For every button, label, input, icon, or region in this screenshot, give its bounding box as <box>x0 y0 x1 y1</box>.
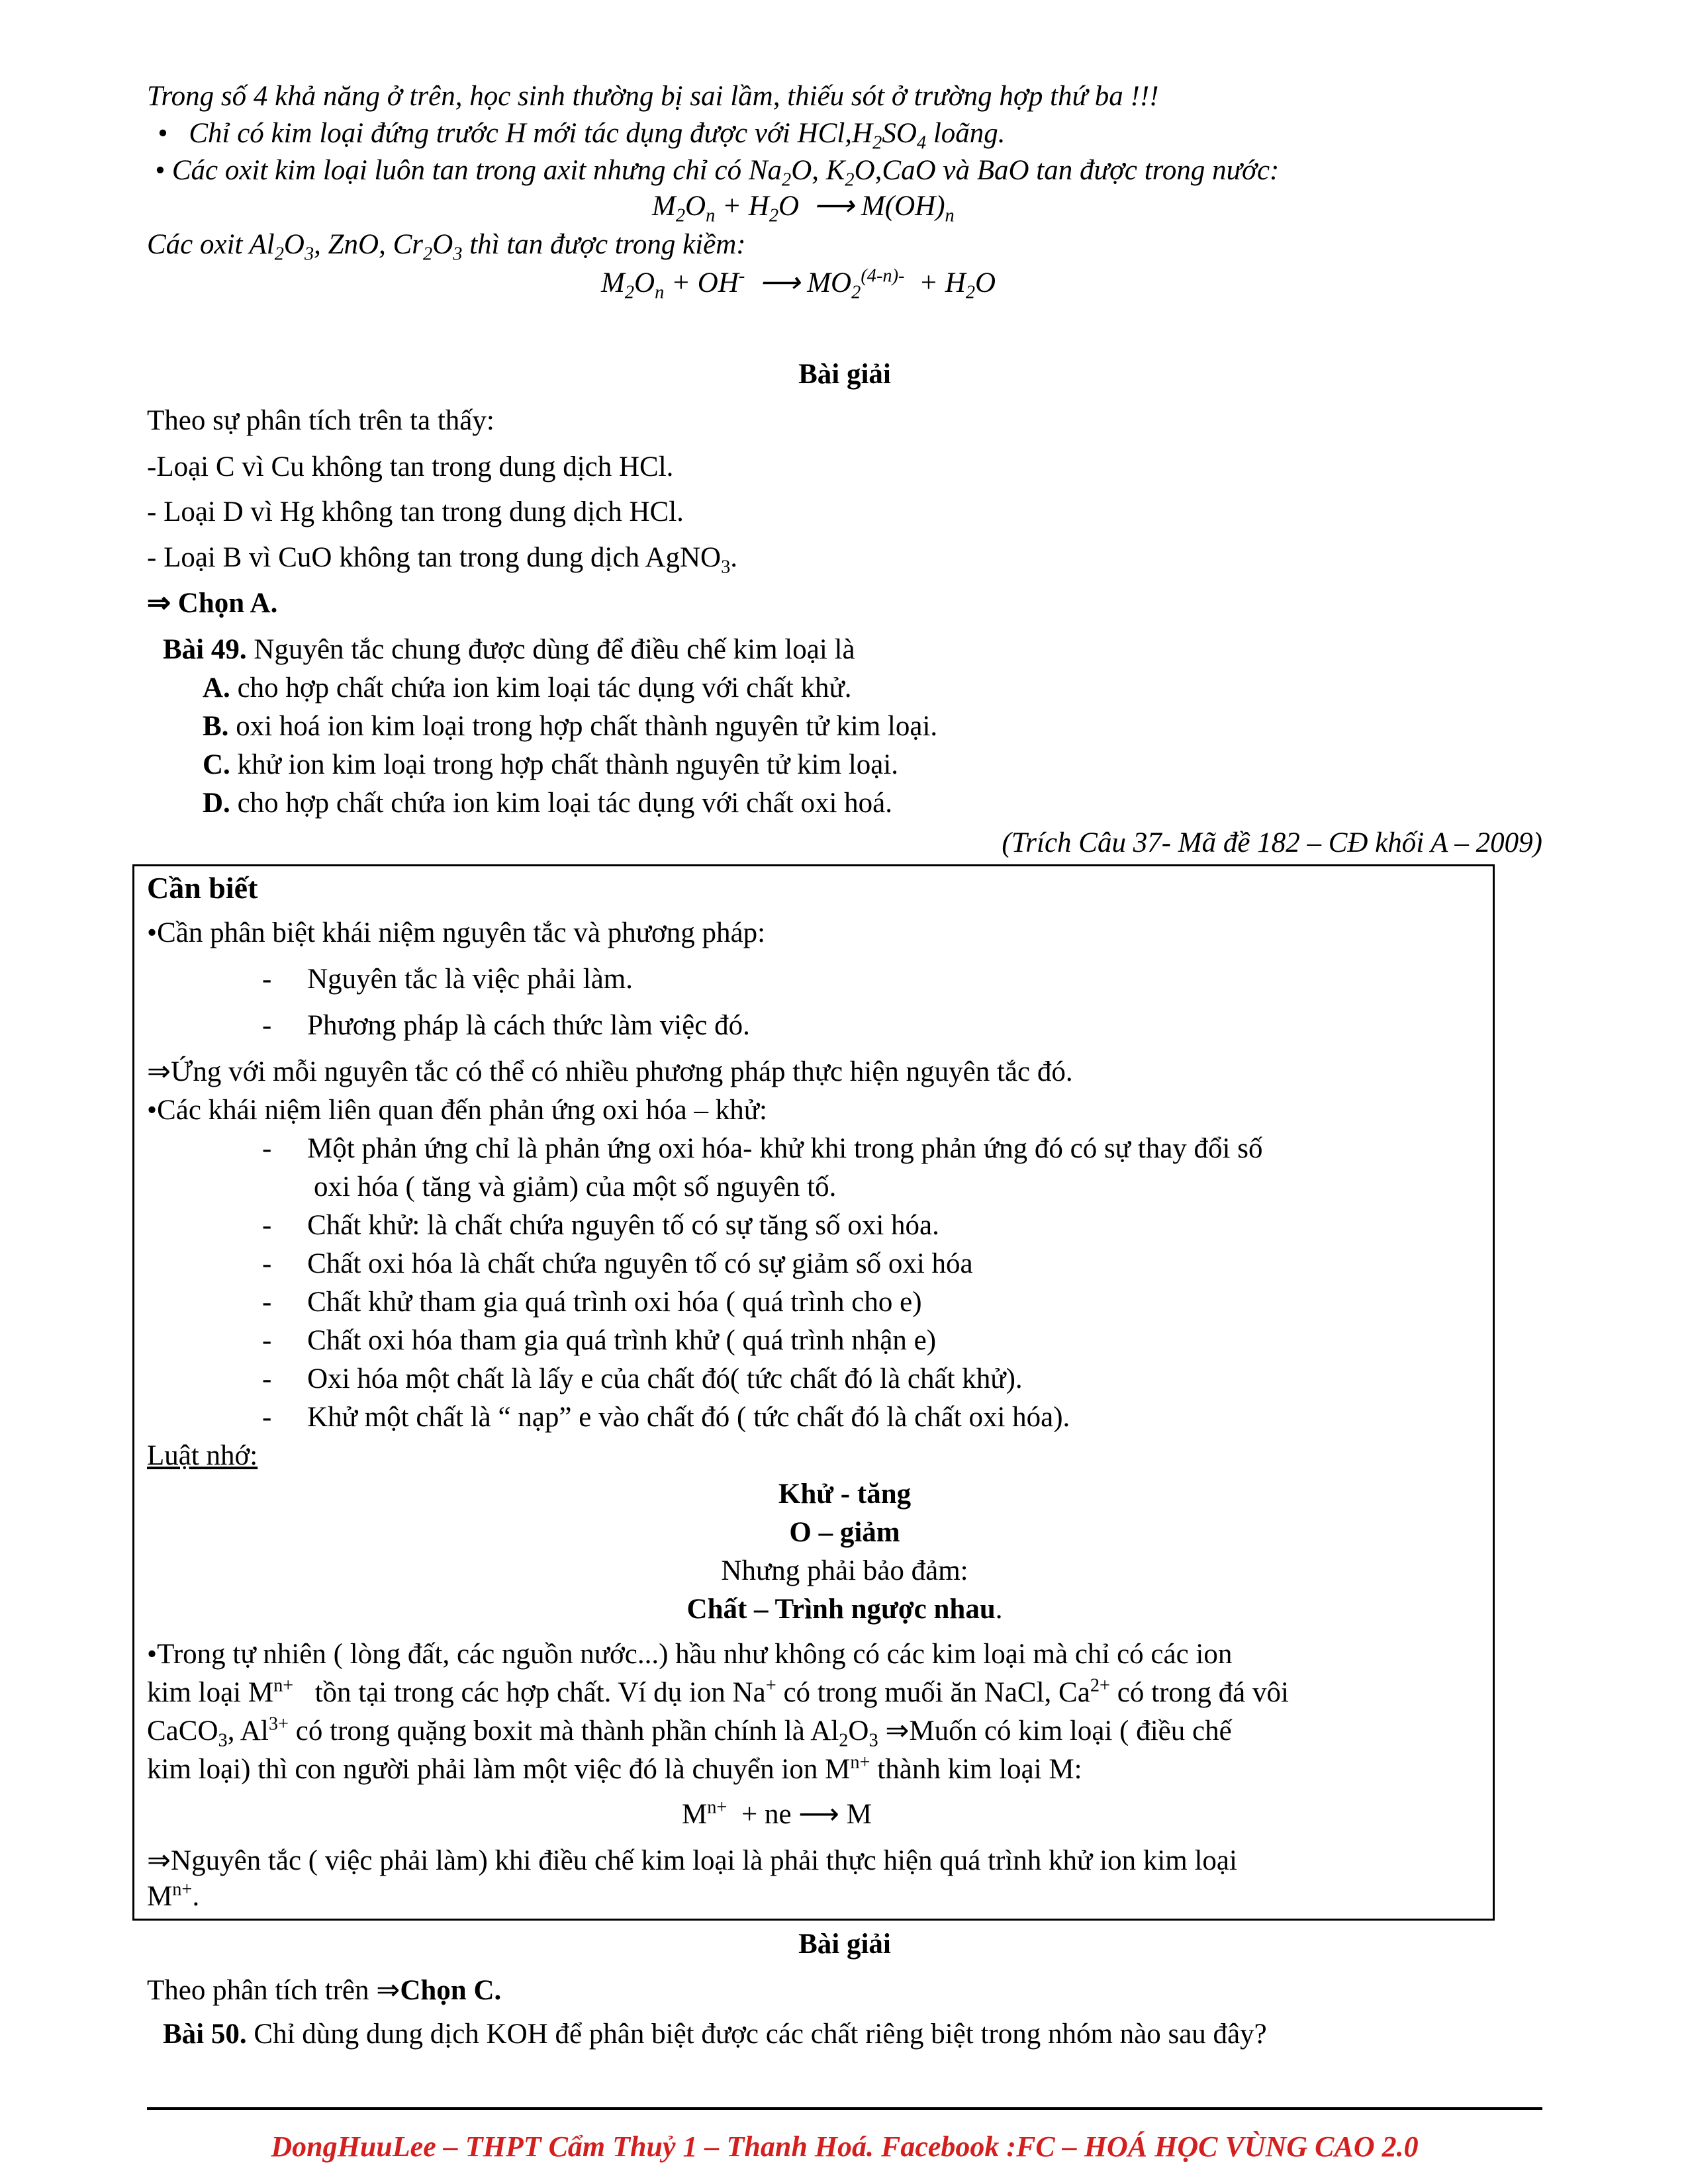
note-line: ⇒Ứng với mỗi nguyên tắc có thể có nhiều phương pháp thực hiện nguyên tắc đó. <box>147 1056 1073 1087</box>
option-a: A. cho hợp chất chứa ion kim loại tác dụng với chất khử. <box>203 672 852 704</box>
question-50: Bài 50. Chỉ dùng dung dịch KOH để phân biệt được các chất riêng biệt trong nhóm nào sau đây? <box>163 2019 1267 2050</box>
footer-rule <box>147 2107 1542 2110</box>
equation-oxide-water: $M_2O_n + H_2O$ ⟶ $M(OH)_n$ <box>652 191 955 226</box>
footer: DongHuuLee – THPT Cẩm Thuỷ 1 – Thanh Hoá. Facebook :FC – HOÁ HỌC VÙNG CAO 2.0 <box>271 2130 1419 2163</box>
mnemonic-label: Luật nhớ: <box>147 1440 258 1471</box>
solution-heading: Bài giải <box>798 359 891 390</box>
nature-paragraph: kim loại) thì con người phải làm một việc đó là chuyển ion $M^{n+}$ thành kim loại M: <box>147 1752 1082 1785</box>
mnemonic-line: Chất – Trình ngược nhau. <box>686 1594 1003 1625</box>
conclusion: ⇒Nguyên tắc ( việc phải làm) khi điều chế kim loại là phải thực hiện quá trình khử ion kim loại <box>147 1845 1237 1876</box>
question-source: (Trích Câu 37- Mã đề 182 – CĐ khối A – 2009) <box>1002 827 1542 858</box>
mnemonic-line: Nhưng phải bảo đảm: <box>721 1555 968 1586</box>
implies-icon: ⇒ <box>147 588 171 619</box>
note-dash-item: - Chất oxi hóa là chất chứa nguyên tố có sự giảm số oxi hóa <box>262 1248 973 1279</box>
solution-line: Theo sự phân tích trên ta thấy: <box>147 405 494 436</box>
note-box-title: Cần biết <box>147 871 258 905</box>
note-dash-item: - Chất khử tham gia quá trình oxi hóa ( quá trình cho e) <box>262 1287 922 1318</box>
amphoteric-oxides: Các oxit $Al_2O_3$, ZnO, $Cr_2O_3$ thì tan được trong kiềm: <box>147 229 746 265</box>
implies-icon: ⇒ <box>147 1056 171 1087</box>
bullet-acid-metals: • Chỉ có kim loại đứng trước H mới tác dụng được với $HCl,H_2SO_4$ loãng. <box>158 118 1006 154</box>
nature-paragraph: •Trong tự nhiên ( lòng đất, các nguồn nước...) hầu như không có các kim loại mà chỉ có các ion <box>147 1639 1233 1670</box>
nature-paragraph: CaCO$_3$, $Al^{3+}$ có trong quặng boxit mà thành phần chính là $Al_2O_3$ ⇒Muốn có kim loại ( điều chế <box>147 1713 1232 1751</box>
implies-icon: ⇒ <box>147 1845 171 1876</box>
note-dash-item: - Nguyên tắc là việc phải làm. <box>262 964 633 995</box>
note-dash-item: - Chất khử: là chất chứa nguyên tố có sự tăng số oxi hóa. <box>262 1210 939 1241</box>
question-49: Bài 49. Nguyên tắc chung được dùng để điều chế kim loại là <box>163 634 855 665</box>
mnemonic-line: O – giảm <box>789 1517 900 1548</box>
intro-note: Trong số 4 khả năng ở trên, học sinh thường bị sai lầm, thiếu sót ở trường hợp thứ ba !!! <box>147 81 1159 112</box>
note-dash-item: - Khử một chất là “ nạp” e vào chất đó ( tức chất đó là chất oxi hóa). <box>262 1402 1070 1433</box>
solution-answer: Theo phân tích trên ⇒Chọn C. <box>147 1975 502 2006</box>
conclusion: $M^{n+}$. <box>147 1879 200 1912</box>
solution-line: - Loại D vì Hg không tan trong dung dịch HCl. <box>147 496 684 527</box>
solution-line: -Loại C vì Cu không tan trong dung dịch HCl. <box>147 451 674 482</box>
nature-paragraph: kim loại $M^{n+}$ tồn tại trong các hợp chất. Ví dụ ion Na+ có trong muối ăn NaCl, $Ca^{2+}$ có trong đá vôi <box>147 1675 1289 1708</box>
note-dash-item-cont: oxi hóa ( tăng và giảm) của một số nguyên tố. <box>314 1171 837 1203</box>
option-d: D. cho hợp chất chứa ion kim loại tác dụng với chất oxi hoá. <box>203 788 893 819</box>
note-line: •Cần phân biệt khái niệm nguyên tắc và phương pháp: <box>147 917 766 948</box>
option-b: B. oxi hoá ion kim loại trong hợp chất thành nguyên tử kim loại. <box>203 711 938 742</box>
note-dash-item: - Oxi hóa một chất là lấy e của chất đó( tức chất đó là chất khử). <box>262 1363 1023 1394</box>
reduction-equation: $M^{n+}$ + ne ⟶ M <box>682 1797 872 1830</box>
solution-answer: ⇒ Chọn A. <box>147 588 278 619</box>
implies-icon: ⇒ <box>885 1715 910 1747</box>
note-dash-item: - Phương pháp là cách thức làm việc đó. <box>262 1010 750 1041</box>
option-c: C. khử ion kim loại trong hợp chất thành nguyên tử kim loại. <box>203 749 899 780</box>
note-dash-item: - Chất oxi hóa tham gia quá trình khử ( quá trình nhận e) <box>262 1325 937 1356</box>
solution-line: - Loại B vì CuO không tan trong dung dịch AgNO$_3$. <box>147 542 738 578</box>
bullet-oxide-water: • Các oxit kim loại luôn tan trong axit nhưng chỉ có $Na_2O$, $K_2O,CaO$ và BaO tan được trong nước: <box>155 155 1280 191</box>
equation-oxide-alkali: $M_2O_n + OH^-$ ⟶ $MO_2^{(4-n)-} + H_2O$ <box>601 265 996 303</box>
note-dash-item: - Một phản ứng chỉ là phản ứng oxi hóa- khử khi trong phản ứng đó có sự thay đổi số <box>262 1133 1263 1164</box>
solution-heading: Bài giải <box>798 1929 891 1960</box>
mnemonic-line: Khử - tăng <box>778 1479 912 1510</box>
note-line: •Các khái niệm liên quan đến phản ứng oxi hóa – khử: <box>147 1095 768 1126</box>
implies-icon: ⇒ <box>376 1975 400 2006</box>
